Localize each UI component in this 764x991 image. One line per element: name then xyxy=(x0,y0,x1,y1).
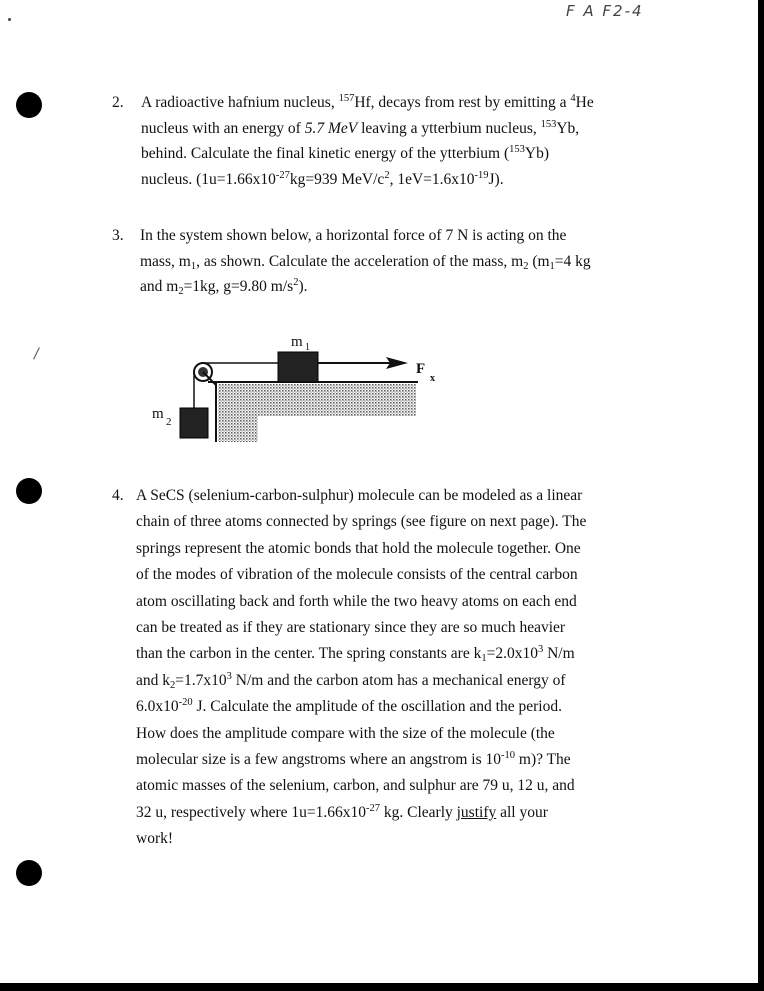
scan-right-edge xyxy=(758,0,764,991)
block-m2 xyxy=(180,408,208,438)
punch-hole-bottom xyxy=(16,860,42,886)
problem-2-line-1: A radioactive hafnium nucleus, $^{157}$Hf, decays from rest by emitting a $^4$He xyxy=(141,93,594,111)
problem-4-text xyxy=(136,483,696,853)
problem-4-line-13: 32 u, respectively where $1u=1.66x10^{-27}$ kg. Clearly justify all your xyxy=(136,802,548,821)
problem-4-number: 4. xyxy=(112,487,124,504)
problem-3-number: 3. xyxy=(112,227,124,244)
scan-bottom-edge xyxy=(0,983,764,991)
problem-4-line-9: $6.0x10^{-20}$ J. Calculate the amplitude of the oscillation and the period. xyxy=(136,697,562,716)
justify-underlined: justify xyxy=(456,803,497,821)
punch-hole-middle xyxy=(16,478,42,504)
scan-speck xyxy=(8,18,11,21)
problem-3-text xyxy=(140,223,700,300)
problem-4-line-7: than the carbon in the center. The spring constants are $k_1=2.0x10^3$ N/m xyxy=(136,644,575,665)
problem-4-line-6: can be treated as if they are stationary since they are so much heavier xyxy=(136,619,566,637)
margin-pencil-mark: / xyxy=(34,346,39,362)
pulley-diagram xyxy=(150,330,450,450)
m1-label: m xyxy=(291,334,303,350)
punch-hole-top xyxy=(16,92,42,118)
problem-2-text xyxy=(141,90,701,192)
problem-3-line-3: and $m_2=1kg$, g=9.80 $m/s^2$). xyxy=(140,277,308,297)
force-subscript: x xyxy=(430,373,435,384)
problem-2-line-4: nucleus. ($1u=1.66x10^{-27}kg=939$ MeV/$c^2$, $1eV=1.6x10^{-19}J$). xyxy=(141,169,504,188)
m2-label: m xyxy=(152,406,164,422)
problem-4-line-2: chain of three atoms connected by springs (see figure on next page). The xyxy=(136,513,587,531)
problem-2-number: 2. xyxy=(112,94,124,111)
problem-3-line-1: In the system shown below, a horizontal force of 7 N is acting on the xyxy=(140,227,567,244)
problem-4-line-1: A SeCS (selenium-carbon-sulphur) molecule can be modeled as a linear xyxy=(136,487,583,504)
m2-subscript: 2 xyxy=(166,416,172,428)
problem-4-line-10: How does the amplitude compare with the size of the molecule (the xyxy=(136,724,555,742)
problem-3-line-2: mass, $m_1$, as shown. Calculate the acceleration of the mass, $m_2$ ($m_1=4$ kg xyxy=(140,252,591,272)
handwritten-header-mark: F A F2-4 xyxy=(566,2,644,20)
m1-subscript: 1 xyxy=(305,342,310,353)
problem-4-line-8: and $k_2=1.7x10^3$ N/m and the carbon atom has a mechanical energy of xyxy=(136,670,566,691)
problem-4-line-12: atomic masses of the selenium, carbon, and sulphur are 79 u, 12 u, and xyxy=(136,777,575,795)
problem-4-line-5: atom oscillating back and forth while the two heavy atoms on each end xyxy=(136,592,577,610)
problem-4-line-4: of the modes of vibration of the molecule consists of the central carbon xyxy=(136,566,578,584)
problem-4-line-3: springs represent the atomic bonds that hold the molecule together. One xyxy=(136,539,581,557)
problem-2-line-2: nucleus with an energy of 5.7 MeV leaving a ytterbium nucleus, $^{153}$Yb, xyxy=(141,118,580,137)
problem-4-line-11: molecular size is a few angstroms where an angstrom is $10^{-10}$ m)? The xyxy=(136,750,571,769)
problem-4-line-14: work! xyxy=(136,830,174,848)
table-leg xyxy=(218,416,258,442)
problem-2-line-3: behind. Calculate the final kinetic energy of the ytterbium ($^{153}$Yb) xyxy=(141,144,550,162)
block-m1 xyxy=(278,352,318,382)
force-label: F xyxy=(416,361,426,377)
table-top xyxy=(218,384,416,416)
